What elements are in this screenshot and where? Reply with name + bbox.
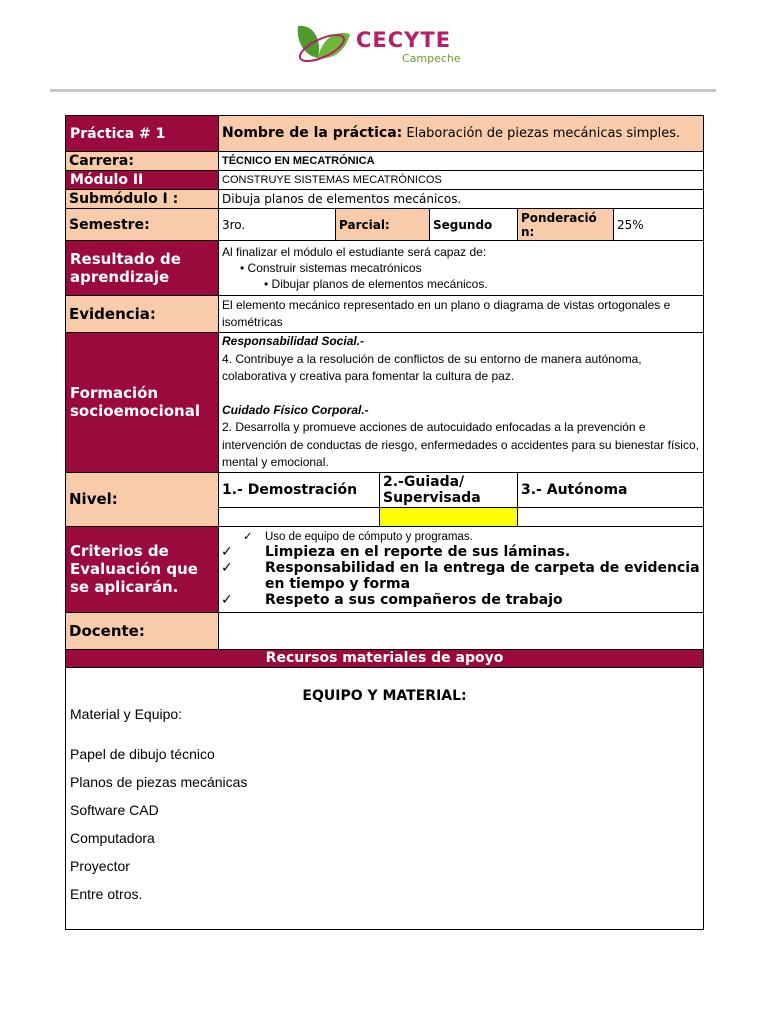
evidencia-value: El elemento mecánico representado en un plano o diagrama de vistas ortogonales e isométricas: [219, 296, 704, 333]
criterio-item: ✓ Respeto a sus compañeros de trabajo: [221, 592, 563, 608]
recursos-item: Planos de piezas mecánicas: [70, 773, 248, 790]
docente-label: Docente:: [66, 612, 219, 649]
recursos-item: Entre otros.: [70, 885, 143, 902]
nombre-label: Nombre de la práctica:: [222, 125, 403, 141]
parcial-value: Segundo: [430, 209, 518, 241]
practica-name-cell: [219, 116, 704, 152]
row-criterios: [66, 526, 704, 612]
ponderacion-label: Ponderación:: [518, 209, 614, 241]
resultado-cell: [219, 241, 704, 296]
formacion-heading-2: Cuidado Físico Corporal.-: [222, 402, 369, 417]
recursos-item: Software CAD: [70, 801, 159, 818]
resultado-intro: Al finalizar el módulo el estudiante será capaz de:: [222, 245, 487, 259]
nivel-3: 3.- Autónoma: [518, 472, 704, 507]
criterio-item: ✓ Uso de equipo de cómputo y programas.: [243, 531, 473, 543]
ponderacion-value: 25%: [614, 209, 704, 241]
resultado-item-1: • Construir sistemas mecatrónicos: [240, 261, 422, 275]
row-resultado: [66, 241, 704, 296]
row-nivel: [66, 472, 704, 507]
modulo-label: Módulo II: [66, 171, 219, 190]
row-modulo: [66, 171, 704, 190]
formacion-label: Formación socioemocional: [66, 333, 219, 473]
formacion-text-2: 2. Desarrolla y promueve acciones de autocuidado enfocadas a la prevención e intervención de conductas de riesgo, enfermedades o accidentes para su bienestar físico, mental y emocional.: [222, 420, 699, 469]
nivel-1: 1.- Demostración: [219, 472, 380, 507]
nombre-value: Elaboración de piezas mecánicas simples.: [406, 126, 681, 141]
row-submodulo: [66, 190, 704, 209]
criterio-item: ✓ Responsabilidad en la entrega de carpeta de evidencia en tiempo y forma: [221, 560, 700, 592]
formacion-cell: [219, 333, 704, 473]
recursos-list: [70, 740, 699, 908]
carrera-value: TÉCNICO EN MECATRÓNICA: [219, 152, 704, 171]
nivel-1-mark: [219, 507, 380, 526]
resultado-item-2: • Dibujar planos de elementos mecánicos.: [264, 277, 488, 291]
row-docente: [66, 612, 704, 649]
criterios-label: Criterios de Evaluación que se aplicarán.: [66, 526, 219, 612]
evidencia-label: Evidencia:: [66, 296, 219, 333]
logo-subtitle: Campeche: [402, 52, 461, 65]
leaf-logo-icon: [292, 18, 352, 72]
modulo-value: CONSTRUYE SISTEMAS MECATRÓNICOS: [219, 171, 704, 190]
row-semestre: [66, 209, 704, 241]
formacion-heading-1: Responsabilidad Social.-: [222, 334, 365, 348]
recursos-intro: Material y Equipo:: [70, 705, 183, 722]
practice-sheet: [65, 115, 704, 930]
recursos-item: Papel de dibujo técnico: [70, 745, 215, 762]
header-divider: [50, 89, 716, 92]
nivel-3-mark: [518, 507, 704, 526]
logo-name: CECYTE: [356, 28, 452, 52]
recursos-body: [66, 667, 704, 929]
nivel-label: Nivel:: [66, 472, 219, 526]
row-carrera: [66, 152, 704, 171]
semestre-value: 3ro.: [219, 209, 336, 241]
row-practica: [66, 116, 704, 152]
resultado-label: Resultado de aprendizaje: [66, 241, 219, 296]
docente-value: [219, 612, 704, 649]
carrera-label: Carrera:: [66, 152, 219, 171]
formacion-text-1: 4. Contribuye a la resolución de conflictos de su entorno de manera autónoma, colaborativa y creativa para fomentar la cultura de paz.: [222, 351, 642, 383]
recursos-title: Recursos materiales de apoyo: [66, 649, 704, 667]
recursos-heading: EQUIPO Y MATERIAL:: [302, 687, 467, 704]
cecyte-logo: [292, 18, 472, 72]
row-formacion: [66, 333, 704, 473]
nivel-2: 2.-Guiada/ Supervisada: [380, 472, 518, 507]
parcial-label: Parcial:: [336, 209, 430, 241]
criterio-item: ✓ Limpieza en el reporte de sus láminas.: [221, 544, 571, 560]
recursos-item: Computadora: [70, 829, 155, 846]
row-evidencia: [66, 296, 704, 333]
submodulo-value: Dibuja planos de elementos mecánicos.: [219, 190, 704, 209]
row-recursos-body: [66, 667, 704, 929]
submodulo-label: Submódulo I :: [66, 190, 219, 209]
row-recursos-band: [66, 649, 704, 667]
criterios-cell: [219, 526, 704, 612]
practica-label: Práctica # 1: [66, 116, 219, 152]
semestre-label: Semestre:: [66, 209, 219, 241]
nivel-2-mark: [380, 507, 518, 526]
recursos-item: Proyector: [70, 857, 130, 874]
